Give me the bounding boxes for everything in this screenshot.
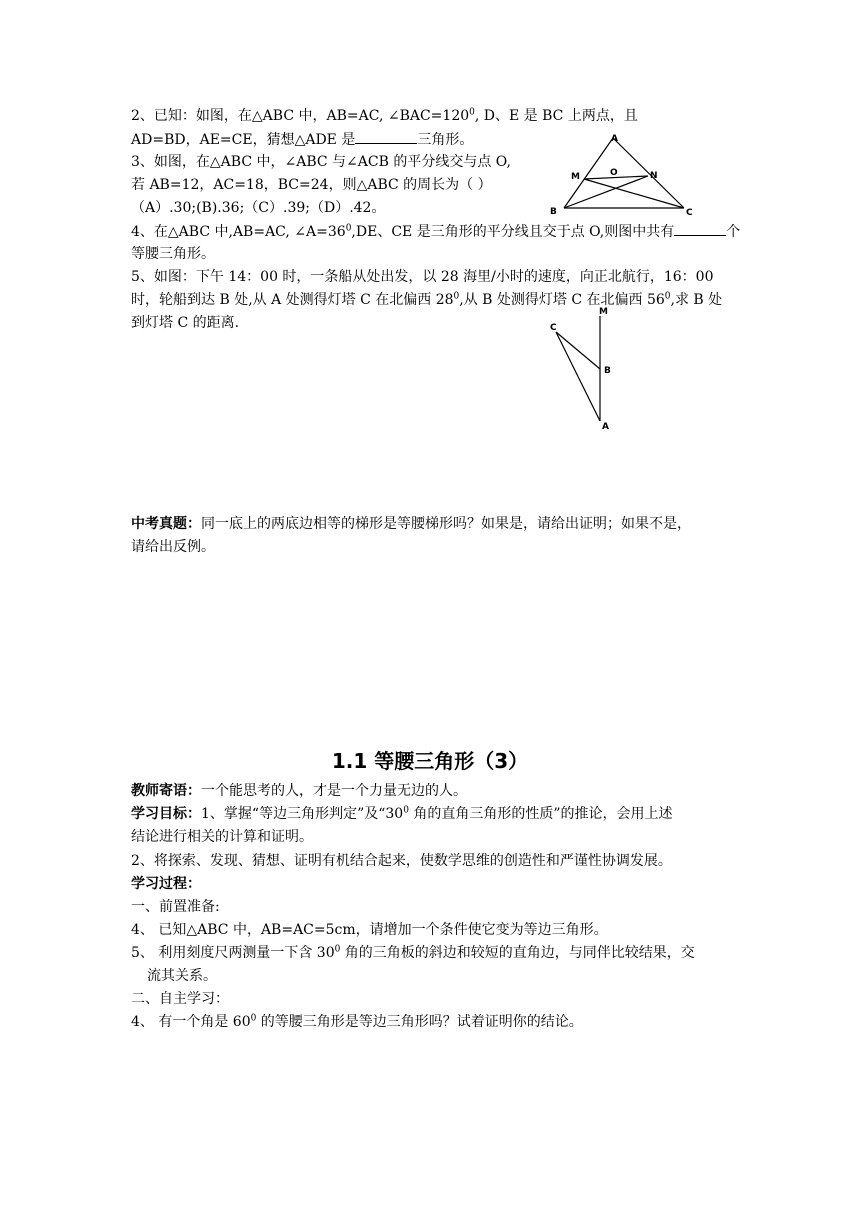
q3-line2: 若 AB=12，AC=18，BC=24，则△ABC 的周长为（ ） xyxy=(131,177,492,193)
q3-line3: （A）.30;(B).36;（C）.39;（D）.42。 xyxy=(131,200,386,216)
fig2-label-m: M xyxy=(599,307,608,317)
goal-line1 xyxy=(131,804,673,824)
prep-item-2-text-b: 角的三角板的斜边和较短的直角边，与同伴比较结果，交 xyxy=(340,945,695,961)
q2-line2 xyxy=(131,129,473,150)
triangle-figure-mon xyxy=(540,132,710,218)
prep-item-2-cont: 流其关系。 xyxy=(147,968,217,984)
prep-item-2-superscript: 0 xyxy=(334,944,341,955)
fig2-label-c: C xyxy=(550,323,557,333)
q4-line1 xyxy=(131,221,740,242)
q2-superscript: 0 xyxy=(469,107,475,118)
goal-line3: 2、将探索、发现、猜想、证明有机结合起来，使数学思维的创造性和严谨性协调发展。 xyxy=(131,853,672,869)
q4-line2: 等腰三角形。 xyxy=(131,246,215,262)
q2-text-c: AD=BD，AE=CE，猜想△ADE 是 xyxy=(131,132,356,148)
self-heading: 二、自主学习： xyxy=(131,991,229,1007)
fig1-label-a: A xyxy=(611,134,618,144)
process-label: 学习过程： xyxy=(131,876,201,892)
q5-line1: 5、如图：下午 14：00 时，一条船从处出发，以 28 海里/小时的速度，向正北航行，16：00 xyxy=(131,269,714,285)
fig1-label-c: C xyxy=(686,208,693,218)
q2-text-a: 2、已知：如图，在△ABC 中，AB=AC, ∠BAC=120 xyxy=(131,108,470,124)
q4-text-b: ,DE、CE 是三角形的平分线且交于点 O,则图中共有 xyxy=(351,224,675,240)
teacher-message xyxy=(131,781,467,801)
fig1-label-n: N xyxy=(650,171,658,181)
self-item-1-text-b: 的等腰三角形是等边三角形吗？试着证明你的结论。 xyxy=(256,1014,583,1030)
zhongkao-text: 同一底上的两底边相等的梯形是等腰梯形吗？如果是，请给出证明；如果不是， xyxy=(201,516,691,532)
q5-line3: 到灯塔 C 的距离. xyxy=(131,315,240,331)
goal-text-b: 角的直角三角形的性质”的推论，会用上述 xyxy=(408,806,673,822)
fig1-label-o: O xyxy=(610,168,618,178)
goal-superscript: 0 xyxy=(403,805,409,816)
q2-text-d: 三角形。 xyxy=(417,132,474,148)
zhongkao-line1 xyxy=(131,514,691,534)
zhongkao-line2: 请给出反例。 xyxy=(131,539,215,555)
q4-superscript: 0 xyxy=(345,223,352,234)
q5-superscript-2: 0 xyxy=(664,291,671,302)
prep-item-1: 4、 已知△ABC 中，AB=AC=5cm，请增加一个条件使它变为等边三角形。 xyxy=(131,922,608,938)
prep-item-2 xyxy=(131,943,695,963)
teacher-text: 一个能思考的人，才是一个力量无边的人。 xyxy=(201,783,467,799)
fig2-label-b: B xyxy=(604,366,611,376)
q2-line1 xyxy=(131,106,638,126)
q4-text-a: 4、在△ABC 中,AB=AC, ∠A=36 xyxy=(131,224,346,240)
self-item-1 xyxy=(131,1012,583,1032)
prep-item-2-text-a: 5、 利用刻度尺两测量一下含 30 xyxy=(131,945,335,961)
q5-text-a: 时，轮船到达 B 处,从 A 处测得灯塔 C 在北偏西 28 xyxy=(131,292,454,308)
section-title: 1.1 等腰三角形（3） xyxy=(331,749,529,773)
q5-line2 xyxy=(131,290,722,310)
q5-text-b: ,从 B 处测得灯塔 C 在北偏西 56 xyxy=(459,292,665,308)
fig1-label-m: M xyxy=(571,172,580,182)
q2-text-b: , D、E 是 BC 上两点，且 xyxy=(474,108,638,124)
q5-superscript-1: 0 xyxy=(453,291,460,302)
fig2-label-a: A xyxy=(602,422,609,432)
q5-text-c: ,求 B 处 xyxy=(670,292,723,308)
goal-text-a: 1、掌握“等边三角形判定”及“30 xyxy=(201,806,404,822)
goal-line2: 结论进行相关的计算和证明。 xyxy=(131,829,313,845)
zhongkao-label: 中考真题： xyxy=(131,516,201,532)
teacher-label: 教师寄语： xyxy=(131,783,201,799)
self-item-1-superscript: 0 xyxy=(250,1013,257,1024)
goal-label: 学习目标： xyxy=(131,806,201,822)
lighthouse-figure xyxy=(540,304,620,434)
q2-answer-blank[interactable] xyxy=(355,129,417,144)
self-item-1-text-a: 4、 有一个角是 60 xyxy=(131,1014,251,1030)
fig1-label-b: B xyxy=(550,207,557,217)
q3-line1: 3、如图，在△ABC 中，∠ABC 与∠ACB 的平分线交与点 O, xyxy=(131,154,511,170)
prep-heading: 一、前置准备: xyxy=(131,899,220,915)
q4-text-c: 个 xyxy=(726,224,741,240)
q4-answer-blank[interactable] xyxy=(674,221,726,236)
